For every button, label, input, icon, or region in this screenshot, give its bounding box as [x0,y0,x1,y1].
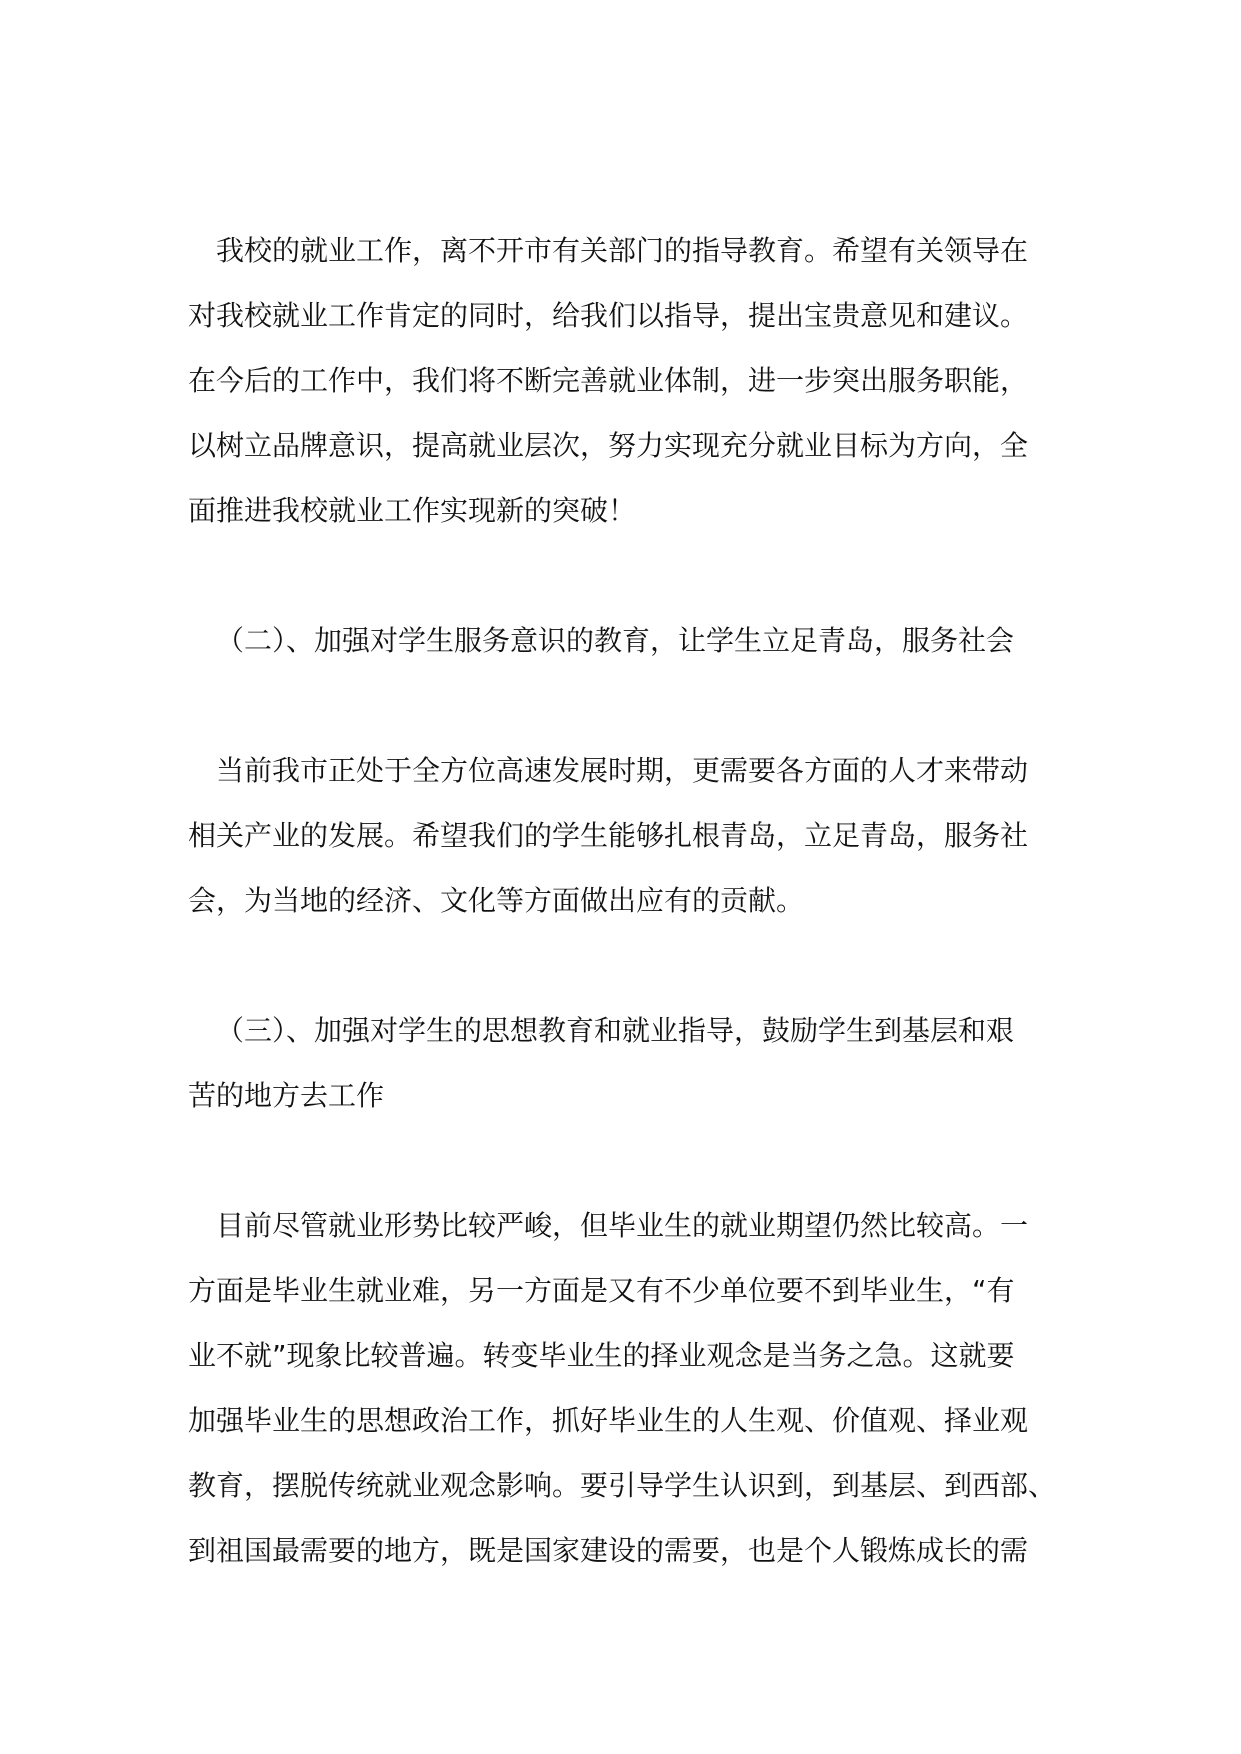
text-line: 相关产业的发展。希望我们的学生能够扎根青岛，立足青岛，服务社 [188,819,1029,852]
text-line: 我校的就业工作，离不开市有关部门的指导教育。希望有关领导在 [216,234,1029,267]
section-heading-3 [188,998,1058,1128]
text-line: （三）、加强对学生的思想教育和就业指导，鼓励学生到基层和艰 [216,1014,1015,1047]
text-line: 加强毕业生的思想政治工作，抓好毕业生的人生观、价值观、择业观 [188,1404,1029,1437]
text-line: 以树立品牌意识，提高就业层次，努力实现充分就业目标为方向，全 [188,429,1029,462]
paragraph-gap [188,673,1058,738]
text-line: （二）、加强对学生服务意识的教育，让学生立足青岛，服务社会 [216,624,1015,657]
paragraph-gap [188,1128,1058,1193]
text-line: 在今后的工作中，我们将不断完善就业体制，进一步突出服务职能， [188,364,1029,397]
text-line: 到祖国最需要的地方，既是国家建设的需要，也是个人锻炼成长的需 [188,1534,1029,1567]
paragraph-gap [188,543,1058,608]
text-line: 面推进我校就业工作实现新的突破！ [188,494,637,527]
text-line: 苦的地方去工作 [188,1079,385,1112]
text-line: 目前尽管就业形势比较严峻，但毕业生的就业期望仍然比较高。一 [216,1209,1029,1242]
text-line: 业不就”现象比较普遍。转变毕业生的择业观念是当务之急。这就要 [188,1339,1015,1372]
text-line: 会，为当地的经济、文化等方面做出应有的贡献。 [188,884,805,917]
paragraph-city-development [188,738,1058,933]
paragraph-employment-guidance [188,218,1058,543]
text-line: 对我校就业工作肯定的同时，给我们以指导，提出宝贵意见和建议。 [188,299,1029,332]
paragraph-gap [188,933,1058,998]
text-line: 教育，摆脱传统就业观念影响。要引导学生认识到，到基层、到西部、 [188,1469,1057,1502]
text-line: 当前我市正处于全方位高速发展时期，更需要各方面的人才来带动 [216,754,1029,787]
paragraph-employment-outlook [188,1193,1058,1583]
text-line: 方面是毕业生就业难，另一方面是又有不少单位要不到毕业生，“有 [188,1274,1015,1307]
document-body [188,218,1058,1583]
section-heading-2 [188,608,1058,673]
